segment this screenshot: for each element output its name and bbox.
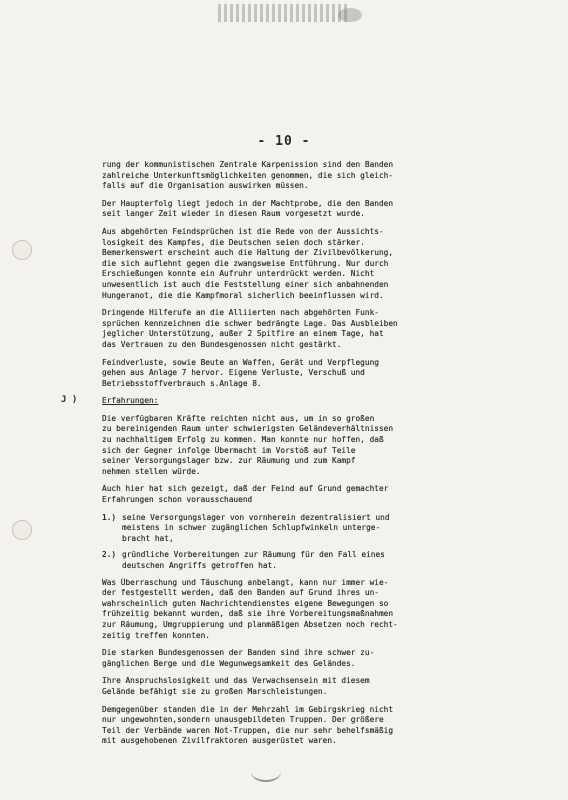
text-line: Feindverluste, sowie Beute an Waffen, Gerät und Verpflegung [102,357,379,367]
text-line: zur Räumung, Umgruppierung und planmäßigen Absetzen noch recht- [102,619,398,629]
text-line: Dringende Hilferufe an die Alliierten nach abgehörten Funk- [102,308,379,318]
paragraph [102,199,508,220]
list-item [102,513,508,545]
stamp-mark [218,4,348,22]
text-line: Erschießungen konnte ein Aufruhr unterdrückt werden. Nicht [102,269,375,279]
text-line: meistens in schwer zugänglichen Schlupfwinkeln untergе- [122,523,381,533]
text-line: jeglicher Unterstützung, außer 2 Spitfire an einem Tage, hat [102,329,384,339]
text-line: gründliche Vorbereitungen zur Räumung für den Fall eines [122,550,385,560]
text-line: Bemerkenswert erscheint auch die Haltung der Zivilbevölkerung, [102,248,394,258]
text-line: Die verfügbaren Kräfte reichten nicht aus, um in so großen [102,413,375,423]
text-line: der festgestellt werden, daß den Banden auf Grund ihres un- [102,588,379,598]
text-line: unwesentlich ist auch die Feststellung einer sich anbahnenden [102,279,389,289]
paragraph [102,705,508,747]
text-line: Auch hier hat sich gezeigt, daß der Feind auf Grund gemachter [102,484,389,494]
text-line: Der Haupterfolg liegt jedoch in der Machtprobe, die den Banden [102,198,394,208]
text-line: Aus abgehörten Feindsprüchen ist die Rede von der Aussichts- [102,226,384,236]
bottom-paragraphs [102,578,508,747]
text-line: losigkeit des Kampfes, die Deutschen seien doch stärker. [102,237,365,247]
text-line: rung der kommunistischen Zentrale Karpenission sind den Banden [102,160,394,169]
text-line: frühzeitig bekannt wurden, daß sie ihre Vorbereitungsmaßnahmen [102,609,394,619]
text-line: zu nachhaltigem Erfolg zu kommen. Man konnte nur hoffen, daß [102,435,384,445]
text-line: wahrscheinlich guten Nachrichtendienstes eigene Bewegungen so [102,598,389,608]
text-line: Hungeranot, die die Kampfmoral sicherlich beeinflussen wird. [102,290,384,300]
page-number: - 10 - [257,134,311,149]
text-line: Betriebsstoffverbrauch s.Anlage 8. [102,378,262,388]
document-body [102,160,508,754]
text-line: mit ausgehobenen Zivilfraktoren ausgerüstet waren. [102,736,337,746]
text-line: seine Versorgungslager von vornherein dezentralisiert und [122,512,390,522]
mid-paragraphs [102,414,508,506]
section-heading [102,396,508,407]
paragraph [102,227,508,301]
list-item [102,550,508,571]
paragraph [102,648,508,669]
punch-hole [12,520,32,540]
text-line: die sich auflehnt gegen die zwangsweise Entführung. Nur durch [102,258,389,268]
paragraph [102,358,508,390]
heading-text: Erfahrungen: [102,396,159,406]
paragraph [102,676,508,697]
numbered-list [102,513,508,572]
text-line: Demgegenüber standen die in der Mehrzahl im Gebirgskrieg nicht [102,704,394,714]
text-line: nur ungewohnten,sondern unausgebildeten Truppen. Der größere [102,715,384,725]
pen-mark [251,762,281,782]
section-label: J ) [61,395,78,406]
text-line: Gelände befähigt sie zu großen Marschleistungen. [102,686,328,696]
text-line: gehen aus Anlage 7 hervor. Eigene Verluste, Verschuß und [102,368,365,378]
text-line: Was Überraschung und Täuschung anbelangt, kann nur immer wie- [102,577,389,587]
text-line: bracht hat, [122,533,174,543]
text-line: Ihre Anspruchslosigkeit und das Verwachsensein mit diesem [102,676,370,686]
paragraph [102,484,508,505]
text-line: Teil der Verbände waren Not-Truppen, die nur sehr behelfsmäßig [102,725,394,735]
list-number: 1.) [102,512,117,522]
paragraph [102,578,508,642]
punch-hole [12,240,32,260]
text-line: Die starken Bundesgenossen der Banden sind ihre schwer zu- [102,648,375,658]
list-number: 2.) [102,550,117,560]
text-line: Erfahrungen schon vorausschauend [102,495,253,505]
text-line: zahlreiche Unterkunftsmöglichkeiten genommen, die sich gleich- [102,170,394,180]
text-line: das Vertrauen zu den Bundesgenossen nicht gestärkt. [102,339,342,349]
text-line: sich der Gegner infolge Übermacht im Vorstoß auf Teile [102,445,356,455]
text-line: gänglichen Berge und die Wegunwegsamkeit des Geländes. [102,658,356,668]
text-line: sprüchen kennzeichnen die schwer bedrängte Lage. Das Ausbleiben [102,318,398,328]
top-paragraphs [102,160,508,389]
text-line: seit langer Zeit wieder in diesen Raum vorgesetzt wurde. [102,209,365,219]
text-line: nehmen stellen würde. [102,466,201,476]
paragraph [102,160,508,192]
text-line: falls auf die Organisation auswirken müssen. [102,181,309,191]
text-line: seiner Versorgungslager bzw. zur Räumung und zum Kampf [102,456,356,466]
paragraph [102,308,508,350]
ink-blot [338,8,362,22]
text-line: zeitig treffen konnten. [102,630,210,640]
paragraph [102,414,508,478]
text-line: deutschen Angriffs getroffen hat. [122,561,277,570]
text-line: zu bereinigenden Raum unter schwierigsten Geländeverhältnissen [102,424,394,434]
